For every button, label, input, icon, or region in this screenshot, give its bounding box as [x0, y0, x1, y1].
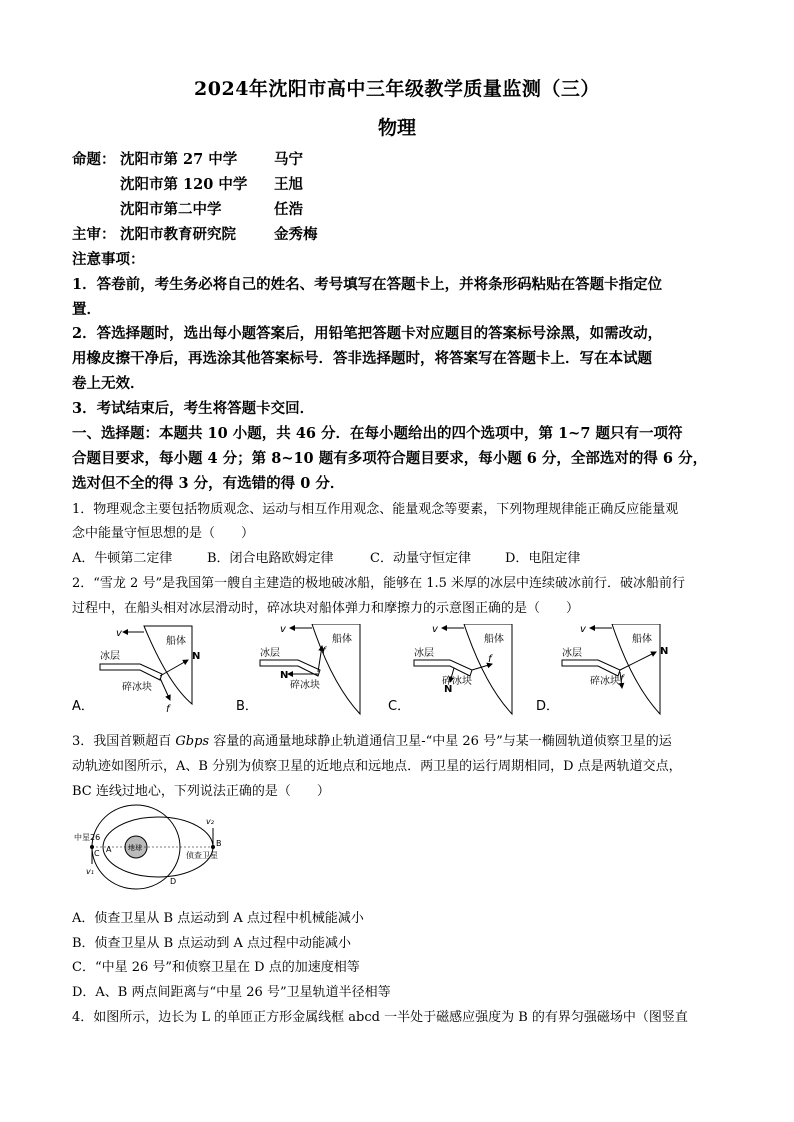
exam-title: 2024年沈阳市高中三年级教学质量监测（三）: [194, 78, 600, 100]
question-text: 动轨迹如图所示，A、B 分别为侦察卫星的近地点和远地点．两卫星的运行周期相同，D 点是两轨道交点，: [72, 759, 682, 774]
hull-label: 船体: [166, 636, 186, 647]
credit-row: [72, 173, 303, 194]
q2-figures: [72, 624, 772, 720]
question-text: [72, 730, 672, 749]
q3-line-part: 容量的高通量地球静止轨道通信卫星-“中星 26 号”与某一椭圆轨道侦察卫星的运: [209, 734, 672, 749]
point-c-label: C: [94, 849, 100, 858]
notice-line: 1．答卷前，考生务必将自己的姓名、考号填写在答题卡上，并将条形码粘贴在答题卡指定位: [72, 276, 663, 293]
q3-line-part: 3．我国首颗超百: [72, 734, 176, 749]
broken-ice-label: 碎冰块: [590, 676, 620, 687]
point-d-label: D: [170, 877, 177, 886]
question-text: 2．“雪龙 2 号”是我国第一艘自主建造的极地破冰船，能够在 1.5 米厚的冰层中连续破冰前行．破冰船前行: [72, 576, 686, 591]
question-text: 4．如图所示，边长为 L 的单匝正方形金属线框 abcd 一半处于磁感应强度为 B 的有界匀强磁场中（图竖直: [72, 1010, 688, 1025]
question-text: 1．物理观念主要包括物质观念、运动与相互作用观念、能量观念等要素，下列物理规律能正确反应能量观: [72, 502, 679, 517]
question-text: BC 连线过地心，下列说法正确的是（ ）: [72, 784, 330, 799]
credit-row: [72, 223, 318, 244]
hull-label: 船体: [484, 634, 504, 645]
notice-line: 用橡皮擦干净后，再选涂其他答案标号．答非选择题时，将答案写在答题卡上．写在本试题: [72, 350, 652, 367]
normal-force-label: N: [280, 670, 289, 681]
credit-name: 任浩: [274, 201, 303, 218]
hull-label: 船体: [632, 634, 652, 645]
figure-b: [236, 624, 360, 714]
option-letter: C．: [388, 699, 411, 714]
credit-name: 王旭: [274, 176, 303, 193]
broken-ice-label: 碎冰块: [122, 682, 152, 693]
broken-ice-label: 碎冰块: [290, 680, 320, 691]
credit-row: [72, 148, 303, 169]
ice-label: 冰层: [562, 648, 582, 659]
q3-unit: Gbps: [175, 734, 210, 749]
normal-force-label: N: [660, 646, 669, 657]
option-letter: D．: [536, 699, 560, 714]
credit-school: 沈阳市第 120 中学: [120, 176, 248, 193]
friction-label: f: [322, 646, 326, 657]
notice-line: 置．: [72, 301, 101, 318]
friction-label: f: [166, 704, 170, 715]
broken-ice-label: 碎冰块: [442, 676, 472, 687]
hull-label: 船体: [332, 634, 352, 645]
subject-title: 物理: [377, 117, 416, 139]
credit-school: 沈阳市第二中学: [120, 201, 222, 218]
q3-option: C．“中星 26 号”和侦察卫星在 D 点的加速度相等: [72, 960, 360, 975]
velocity-label: v: [116, 628, 122, 639]
notice-heading: 注意事项：: [72, 251, 145, 268]
credit-role: 命题：: [72, 151, 116, 168]
ice-label: 冰层: [260, 648, 280, 659]
normal-force-label: N: [444, 684, 453, 695]
credit-name: 马宁: [274, 151, 303, 168]
notice-line: 2．答选择题时，选出每小题答案后，用铅笔把答题卡对应题目的答案标号涂黑，如需改动，: [72, 325, 663, 342]
q3-option: A．侦查卫星从 B 点运动到 A 点过程中机械能减小: [72, 911, 364, 926]
q1-option: D．电阻定律: [505, 551, 581, 566]
figure-c: [388, 624, 512, 714]
figure-d: [536, 624, 668, 714]
point-a-label: A: [106, 845, 112, 854]
section-line: 合题目要求，每小题 4 分；第 8~10 题有多项符合题目要求，每小题 6 分，全部选对的得 6 分，: [72, 450, 708, 467]
ice-layer: [100, 664, 162, 680]
option-letter: B．: [236, 699, 258, 714]
option-letter: A．: [72, 699, 94, 714]
ice-layer: [414, 660, 472, 676]
credit-role: 主审：: [72, 226, 116, 243]
question-text: 念中能量守恒思想的是（ ）: [72, 526, 255, 541]
friction-label: f: [620, 674, 624, 685]
earth-label: 地球: [128, 844, 142, 852]
velocity-label: v: [280, 624, 286, 635]
velocity-label: v: [580, 624, 586, 635]
notice-line: 3．考试结束后，考生将答题卡交回．: [72, 400, 315, 417]
section-line: 选对但不全的得 3 分，有选错的得 0 分．: [72, 475, 345, 492]
friction-label: f: [488, 654, 492, 665]
credit-row: [72, 198, 303, 219]
credit-school: 沈阳市第 27 中学: [120, 151, 238, 168]
q1-option: B．闭合电路欧姆定律: [207, 551, 334, 566]
ice-layer: [562, 660, 620, 676]
q1-option: A．牛顿第二定律: [72, 551, 173, 566]
section-line: 一、选择题：本题共 10 小题，共 46 分．在每小题给出的四个选项中，第 1~7 题只有一项符: [72, 425, 683, 442]
q3-option: B．侦查卫星从 B 点运动到 A 点过程中动能减小: [72, 936, 352, 951]
friction-arrow: [160, 678, 170, 700]
credit-name: 金秀梅: [274, 226, 318, 243]
notice-line: 卷上无效．: [72, 375, 145, 392]
question-text: 过程中，在船头相对冰层滑动时，碎冰块对船体弹力和摩擦力的示意图正确的是（ ）: [72, 601, 580, 616]
q1-option: C．动量守恒定律: [370, 551, 471, 566]
v1-label: v₁: [86, 867, 94, 876]
point-b-label: B: [216, 839, 222, 848]
credit-school: 沈阳市教育研究院: [120, 226, 236, 243]
zx26-label: 中星26: [74, 833, 101, 842]
q3-option: D．A、B 两点间距离与“中星 26 号”卫星轨道半径相等: [72, 985, 391, 1000]
figure-a: [72, 626, 200, 715]
ice-label: 冰层: [414, 648, 434, 659]
velocity-label: v: [432, 624, 438, 635]
q3-orbit-figure: [72, 802, 242, 898]
ice-label: 冰层: [100, 651, 120, 662]
v2-label: v₂: [206, 817, 214, 826]
normal-force-label: N: [192, 651, 201, 662]
spy-label: 侦查卫星: [186, 851, 218, 860]
